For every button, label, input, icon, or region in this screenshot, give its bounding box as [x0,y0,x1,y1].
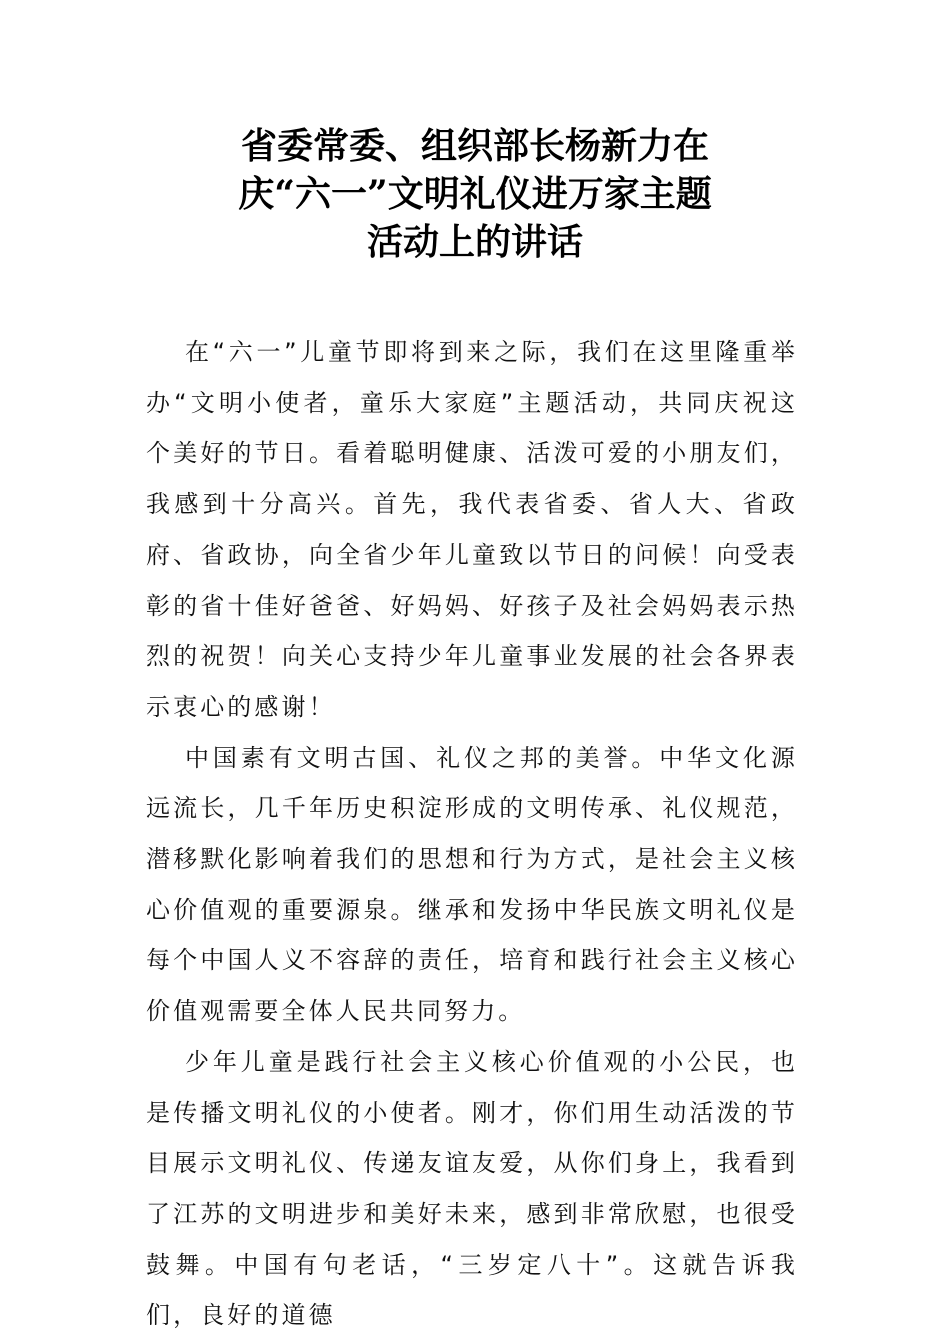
document-body [146,327,798,1341]
title-line-3: 活动上的讲话 [366,221,583,263]
title-line-1: 省委常委、组织部长杨新力在 [240,125,709,167]
paragraph-1: 在“六一”儿童节即将到来之际，我们在这里隆重举办“文明小使者，童乐大家庭”主题活动，共同庆祝这个美好的节日。看着聪明健康、活泼可爱的小朋友们，我感到十分高兴。首先，我代表省委、省人大、省政府、省政协，向全省少年儿童致以节日的问候！向受表彰的省十佳好爸爸、好妈妈、好孩子及社会妈妈表示热烈的祝贺！向关心支持少年儿童事业发展的社会各界表示衷心的感谢！ [146,338,798,721]
paragraph-3: 少年儿童是践行社会主义核心价值观的小公民，也是传播文明礼仪的小使者。刚才，你们用生动活泼的节目展示文明礼仪、传递友谊友爱，从你们身上，我看到了江苏的文明进步和美好未来，感到非常欣慰，也很受鼓舞。中国有句老话，“三岁定八十”。这就告诉我们，良好的道德 [146,1047,798,1330]
title-line-2: 庆“六一”文明礼仪进万家主题 [238,173,712,215]
document-title [0,122,950,266]
paragraph-2: 中国素有文明古国、礼仪之邦的美誉。中华文化源远流长，几千年历史积淀形成的文明传承、礼仪规范，潜移默化影响着我们的思想和行为方式，是社会主义核心价值观的重要源泉。继承和发扬中华民族文明礼仪是每个中国人义不容辞的责任，培育和践行社会主义核心价值观需要全体人民共同努力。 [146,743,798,1026]
